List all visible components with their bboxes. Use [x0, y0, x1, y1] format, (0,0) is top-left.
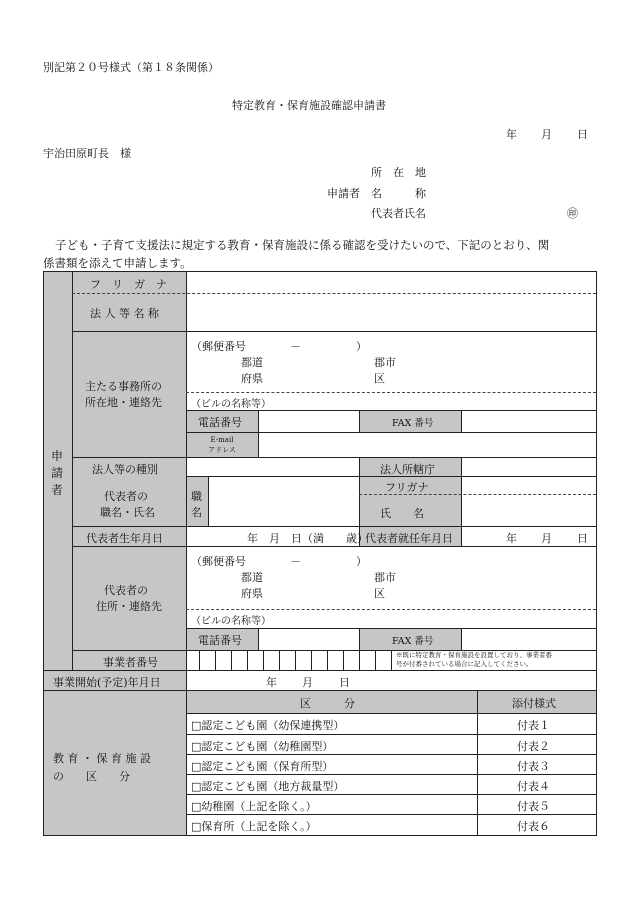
applicant-side-label-3: 者 — [51, 483, 64, 497]
addressee: 宇治田原町長 様 — [43, 147, 131, 160]
gunshi2-1: 郡市 — [374, 571, 396, 584]
business-start-label: 事業開始(予定)年月日 — [53, 676, 161, 689]
corp-authority-label: 法人所轄庁 — [380, 463, 435, 476]
main-office-label-2: 所在地・連絡先 — [85, 396, 162, 409]
phone2-label: 電話番号 — [198, 634, 242, 647]
rep-addr-label-2: 住所・連絡先 — [96, 600, 162, 613]
facility-col-category: 区 分 — [300, 697, 355, 710]
facility-row-2-attachment: 付表２ — [517, 740, 550, 753]
intro-line-2: 係書類を添えて申請します。 — [43, 256, 192, 270]
facility-label-1: 教 育 ・ 保 育 施 設 — [53, 752, 151, 765]
shimei-label: 氏 名 — [380, 507, 424, 520]
corp-name-label: 法 人 等 名 称 — [90, 307, 159, 320]
rep-addr-label-1: 代表者の — [104, 584, 148, 597]
applicant-side-label-2: 請 — [51, 466, 64, 480]
facility-row-2-category[interactable]: □認定こども園（幼稚園型） — [191, 740, 334, 753]
rep-birth-value: 年 月 日（満 歳） — [247, 532, 368, 545]
facility-row-3-attachment: 付表３ — [517, 760, 550, 773]
email-label-2: アドレス — [208, 446, 236, 454]
date-month: 月 — [541, 128, 552, 141]
seal-mark: ㊞ — [567, 207, 578, 220]
page-title: 特定教育・保育施設確認申請書 — [232, 99, 386, 112]
furigana2-label: フリガナ — [385, 481, 429, 494]
postal-code: （郵便番号 － ） — [191, 340, 367, 353]
postal-code-2: （郵便番号 － ） — [191, 555, 367, 568]
intro-line-1: 子ども・子育て支援法に規定する教育・保育施設に係る確認を受けたいので、下記のとおり、関 — [55, 238, 550, 252]
main-office-label-1: 主たる事務所の — [85, 380, 162, 393]
corp-type-label: 法人等の種別 — [92, 463, 158, 476]
shoku-label-2: 名 — [191, 506, 202, 519]
shoku-label-1: 職 — [191, 490, 202, 503]
business-start-year: 年 — [266, 676, 277, 689]
facility-label-2: の 区 分 — [53, 770, 130, 783]
fax2-label: FAX 番号 — [392, 636, 434, 647]
rep-start-year: 年 — [506, 532, 517, 545]
todofuken-2: 府県 — [241, 372, 263, 385]
gunshi-1: 郡市 — [374, 356, 396, 369]
facility-row-5-attachment: 付表５ — [517, 800, 550, 813]
business-number-label: 事業者番号 — [103, 656, 158, 669]
todofuken2-2: 府県 — [241, 587, 263, 600]
gunshi-2: 区 — [374, 372, 385, 385]
representative-name-label: 代表者氏名 — [371, 207, 426, 220]
rep-birth-label: 代表者生年月日 — [86, 532, 163, 545]
furigana-label: フ リ ガ ナ — [90, 278, 167, 291]
phone-label: 電話番号 — [198, 416, 242, 429]
building-name-2: （ビルの名称等） — [191, 616, 271, 627]
date-year: 年 — [506, 128, 517, 141]
todofuken-1: 都道 — [241, 356, 263, 369]
facility-row-1-category[interactable]: □認定こども園（幼保連携型） — [191, 719, 345, 732]
rep-title-label-1: 代表者の — [104, 490, 148, 503]
email-label-1: E-mail — [210, 436, 234, 444]
business-note-2: 号が付番されている場合に記入してください。 — [396, 660, 533, 668]
rep-start-month: 月 — [541, 532, 552, 545]
form-number: 別記第２０号様式（第１８条関係） — [43, 61, 219, 74]
business-start-month: 月 — [302, 676, 313, 689]
facility-row-6-category[interactable]: □保育所（上記を除く。） — [191, 820, 317, 833]
facility-row-4-attachment: 付表４ — [517, 780, 550, 793]
todofuken2-1: 都道 — [241, 571, 263, 584]
applicant-side-label-1: 申 — [51, 449, 64, 463]
facility-row-5-category[interactable]: □幼稚園（上記を除く。） — [191, 800, 317, 813]
facility-row-6-attachment: 付表６ — [517, 820, 550, 833]
rep-title-label-2: 職名・氏名 — [100, 506, 155, 519]
applicant-name-label: 名 称 — [371, 187, 426, 200]
applicant-location-label: 所 在 地 — [371, 166, 426, 179]
rep-start-label: 代表者就任年月日 — [365, 532, 453, 545]
gunshi2-2: 区 — [374, 587, 385, 600]
business-start-day: 日 — [339, 676, 350, 689]
date-day: 日 — [577, 128, 588, 141]
fax-label: FAX 番号 — [392, 418, 434, 429]
business-note-1: ※既に特定教育・保育施設を設置しており、事業者番 — [396, 651, 552, 659]
facility-row-1-attachment: 付表１ — [517, 719, 550, 732]
facility-col-attachment: 添付様式 — [512, 697, 556, 710]
applicant-label: 申請者 — [327, 187, 360, 200]
building-name: （ビルの名称等） — [191, 399, 271, 410]
facility-row-3-category[interactable]: □認定こども園（保育所型） — [191, 760, 334, 773]
facility-row-4-category[interactable]: □認定こども園（地方裁量型） — [191, 780, 345, 793]
rep-start-day: 日 — [577, 532, 588, 545]
